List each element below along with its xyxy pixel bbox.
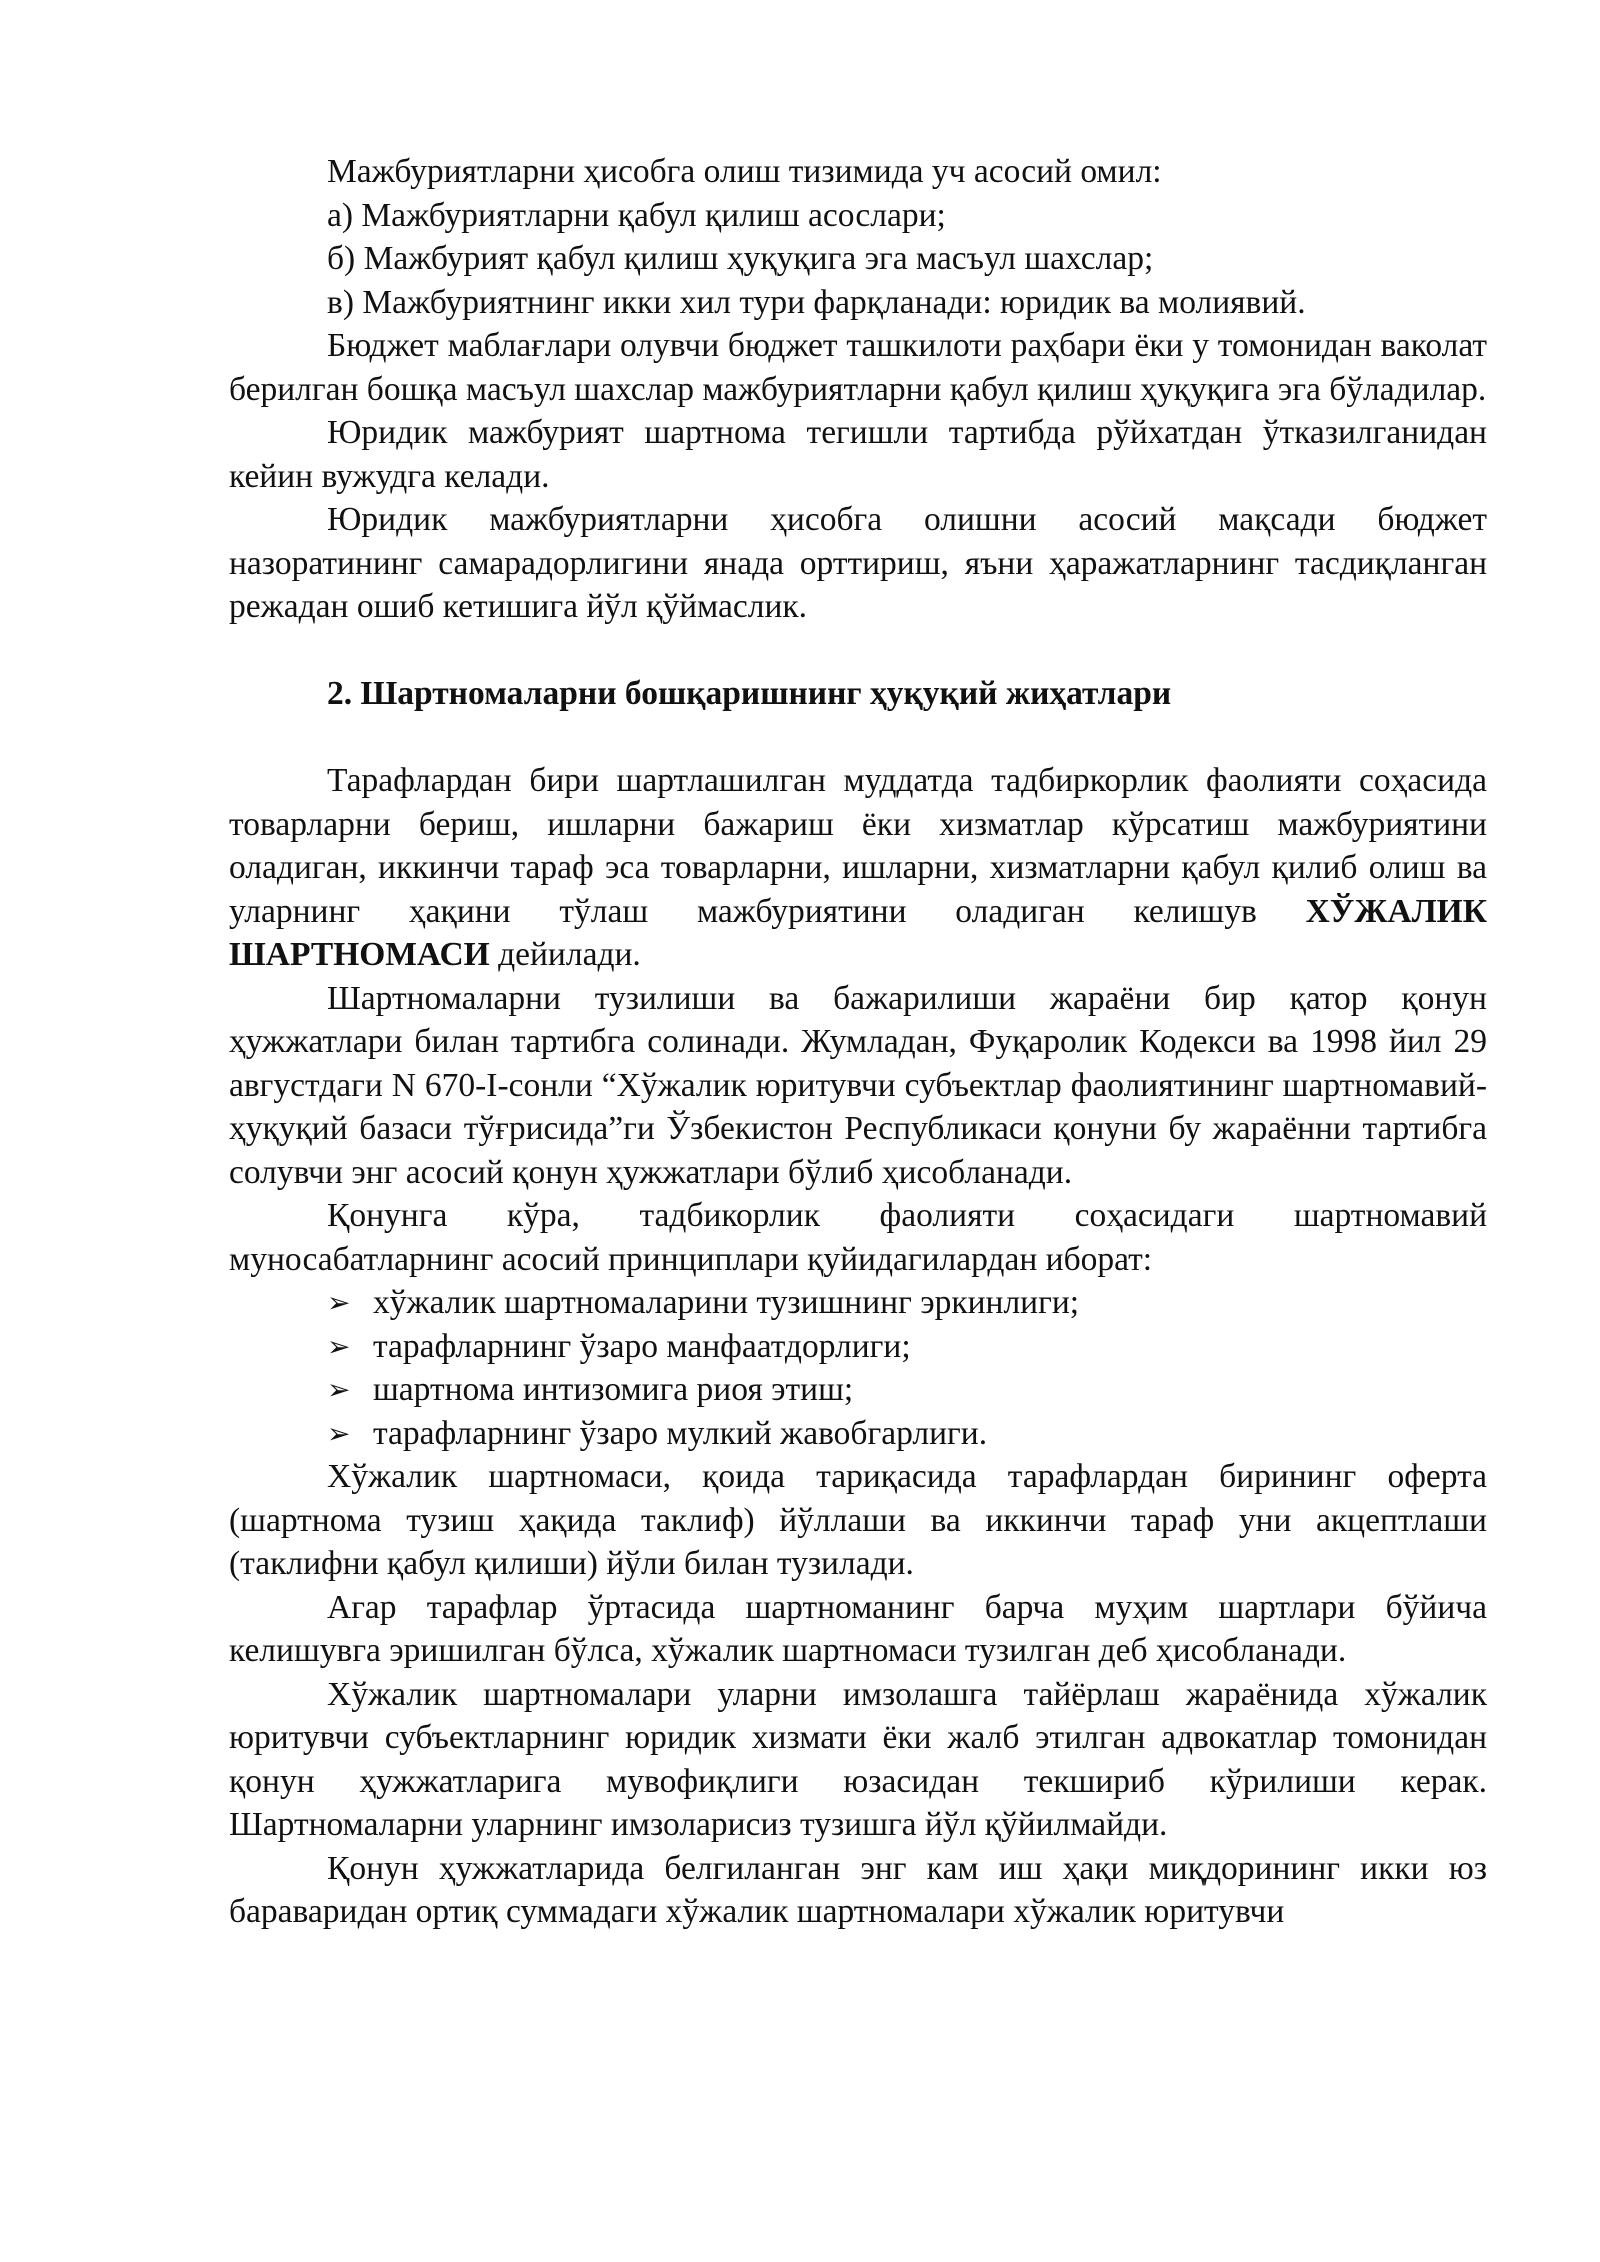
paragraph-min-wage: Қонун ҳужжатларида белгиланган энг кам иш ҳақи миқдорининг икки юз бараваридан ортиқ суммадаги хўжалик шартномалари хўжалик юритувчи	[229, 1849, 1487, 1930]
arrow-bullet-icon: ➢	[327, 1416, 351, 1450]
paragraph-offer: Хўжалик шартномаси, қоида тариқасида тарафлардан бирининг оферта (шартнома тузиш ҳақида таклиф) йўллаши ва иккинчи тараф уни акцептлаши (таклифни қабул қилиши) йўли билан тузилади.	[229, 1458, 1487, 1582]
list-item	[327, 1412, 1487, 1456]
paragraph-budget: Бюджет маблағлари олувчи бюджет ташкилоти раҳбари ёки у томонидан ваколат берилган бошқа масъул шахслар мажбуриятларни қабул қилиш ҳуқуқига эга бўладилар.	[229, 327, 1487, 408]
paragraph-purpose: Юридик мажбуриятларни ҳисобга олишни асосий мақсади бюджет назоратининг самарадорлигини янада орттириш, яъни ҳаражатларнинг тасдиқланган режадан ошиб кетишига йўл қўймаслик.	[229, 501, 1487, 625]
list-item-text: тарафларнинг ўзаро манфаатдорлиги;	[373, 1327, 911, 1365]
definition-text-before: Тарафлардан бири шартлашилган муддатда тадбиркорлик фаолияти соҳасида товарларни бериш, ишларни бажариш ёки хизматлар кўрсатиш мажбуриятини оладиган, иккинчи тараф эса товарларни, ишларни, хизматларни қабул қилиб олиш ва уларнинг ҳақини тўлаш мажбуриятини оладиган келишув	[229, 762, 1487, 930]
intro-line-2: а) Мажбуриятларни қабул қилиш асослари;	[327, 196, 946, 234]
paragraph-definition	[229, 759, 1487, 977]
principles-list	[229, 1281, 1487, 1455]
definition-term: ХЎЖАЛИК ШАРТНОМАСИ	[229, 892, 1487, 973]
document-page	[229, 150, 1487, 1934]
paragraph-agreement: Агар тарафлар ўртасида шартноманинг барча муҳим шартлари бўйича келишувга эришилган бўлса, хўжалик шартномаси тузилган деб ҳисобланади.	[229, 1588, 1487, 1669]
arrow-bullet-icon: ➢	[327, 1329, 351, 1363]
paragraph-review: Хўжалик шартномалари уларни имзолашга тайёрлаш жараёнида хўжалик юритувчи субъектларнинг юридик хизмати ёки жалб этилган адвокатлар томонидан қонун ҳужжатларига мувофиқлиги юзасидан текшириб кўрилиши керак. Шартномаларни уларнинг имзоларисиз тузишга йўл қўйилмайди.	[229, 1675, 1487, 1843]
intro-line-4: в) Мажбуриятнинг икки хил тури фарқланади: юридик ва молиявий.	[327, 283, 1306, 321]
paragraph-regulation: Шартномаларни тузилиши ва бажарилиши жараёни бир қатор қонун ҳужжатлари билан тартибга солинади. Жумладан, Фуқаролик Кодекси ва 1998 йил 29 августдаги N 670-I-сонли “Хўжалик юритувчи субъектлар фаолиятининг шартномавий-ҳуқуқий базаси тўғрисида”ги Ўзбекистон Республикаси қонуни бу жараённи тартибга солувчи энг асосий қонун ҳужжатлари бўлиб ҳисобланади.	[229, 979, 1487, 1191]
intro-line-1: Мажбуриятларни ҳисобга олиш тизимида уч асосий омил:	[327, 153, 1162, 190]
list-item	[327, 1325, 1487, 1369]
list-item	[327, 1368, 1487, 1412]
section-heading: 2. Шартномаларни бошқаришнинг ҳуқуқий жиҳатлари	[327, 675, 1172, 712]
paragraph-principles: Қонунга кўра, тадбикорлик фаолияти соҳасидаги шартномавий муносабатларнинг асосий принциплари қуйидагилардан иборат:	[229, 1197, 1487, 1278]
list-item-text: шартнома интизомига риоя этиш;	[373, 1371, 854, 1408]
arrow-bullet-icon: ➢	[327, 1373, 351, 1406]
arrow-bullet-icon: ➢	[327, 1286, 351, 1319]
list-item-text: хўжалик шартномаларини тузишнинг эркинлиги;	[373, 1284, 1080, 1321]
intro-line-3: б) Мажбурият қабул қилиш ҳуқуқига эга масъул шахслар;	[327, 240, 1154, 277]
paragraph-legal-obligation: Юридик мажбурият шартнома тегишли тартибда рўйхатдан ўтказилганидан кейин вужудга келади.	[229, 414, 1487, 495]
list-item	[327, 1281, 1487, 1325]
list-item-text: тарафларнинг ўзаро мулкий жавобгарлиги.	[373, 1414, 988, 1452]
definition-text-after: дейилади.	[489, 936, 641, 973]
